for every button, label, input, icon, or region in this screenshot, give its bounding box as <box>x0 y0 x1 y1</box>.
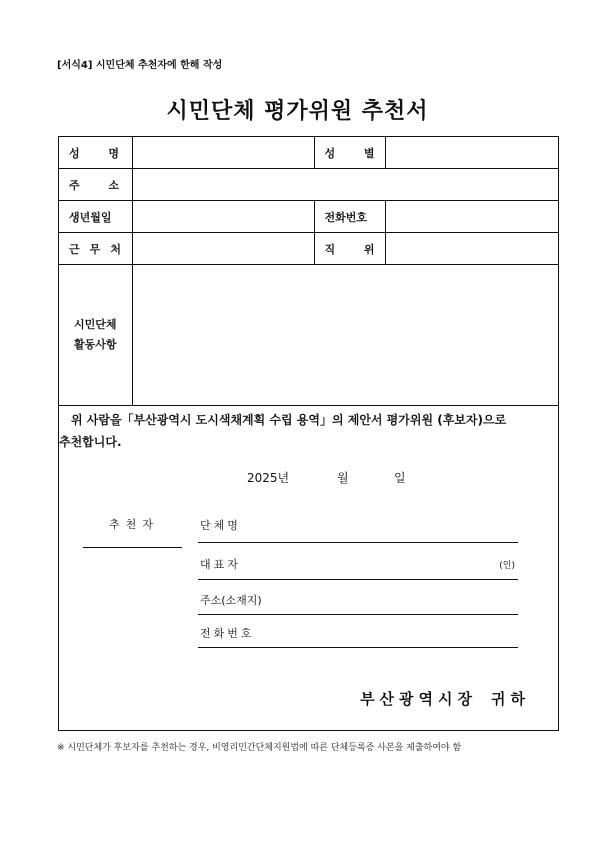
representative-row[interactable] <box>200 556 517 572</box>
group-name-row[interactable] <box>200 517 517 533</box>
phone-label: 전화번호 <box>314 201 385 233</box>
org-phone-label: 전화번호 <box>200 627 255 640</box>
birth-date-label: 생년월일 <box>59 201 132 233</box>
form-frame <box>58 136 559 731</box>
org-phone-underline <box>198 647 518 648</box>
closing-addressee: 부산광역시장 귀하 <box>360 690 530 708</box>
workplace-label: 근 무 처 <box>59 233 132 265</box>
workplace-field[interactable] <box>132 233 314 265</box>
gender-field[interactable] <box>385 137 558 169</box>
document-title: 시민단체 평가위원 추천서 <box>166 99 429 124</box>
name-field[interactable] <box>132 137 314 169</box>
recommender-label: 추천자 <box>109 518 159 531</box>
date-year: 2025년 <box>247 471 290 485</box>
phone-field[interactable] <box>385 201 558 233</box>
address-label: 주 소 <box>59 169 132 201</box>
group-name-label: 단체명 <box>200 519 241 532</box>
address-field[interactable] <box>132 169 558 201</box>
org-address-row[interactable] <box>200 592 517 608</box>
recommendation-statement: 위 사람을「부산광역시 도시색채계획 수립 용역」의 제안서 평가위원 (후보자)으로 추천합니다. <box>59 413 507 449</box>
position-field[interactable] <box>385 233 558 265</box>
group-name-underline <box>198 542 518 543</box>
seal-mark: (인) <box>499 561 515 571</box>
date-day: 일 <box>394 471 406 485</box>
representative-label: 대표자 <box>200 558 241 571</box>
applicant-info-table <box>59 137 558 406</box>
org-phone-row[interactable] <box>200 625 517 641</box>
activity-label: 시민단체 활동사항 <box>59 265 132 406</box>
representative-underline <box>198 579 518 580</box>
form-number-label: [서식4] 시민단체 추천자에 한해 작성 <box>57 60 223 71</box>
gender-label: 성 별 <box>314 137 385 169</box>
position-label: 직 위 <box>314 233 385 265</box>
recommender-underline <box>83 547 182 548</box>
activity-field[interactable] <box>132 265 558 406</box>
org-address-label: 주소(소재지) <box>200 594 262 607</box>
name-label: 성 명 <box>59 137 132 169</box>
footnote: ※ 시민단체가 후보자를 추천하는 경우, 비영리민간단체지원법에 따른 단체등록증 사본을 제출하여야 함 <box>57 743 462 753</box>
org-address-underline <box>198 614 518 615</box>
birth-date-field[interactable] <box>132 201 314 233</box>
date-month: 월 <box>337 471 349 485</box>
